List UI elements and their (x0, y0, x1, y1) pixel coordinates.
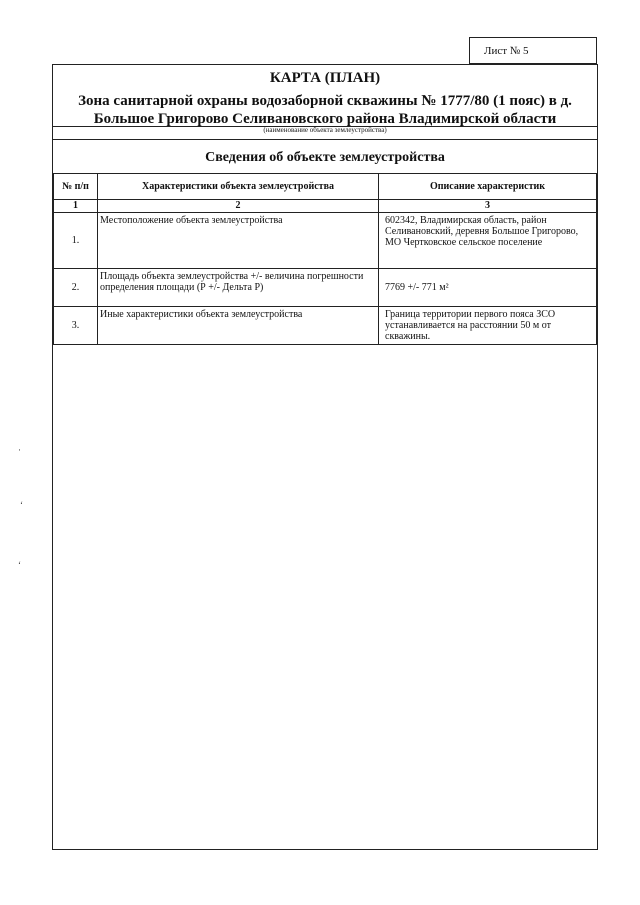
column-number: 3 (379, 200, 597, 213)
column-number: 2 (98, 200, 379, 213)
document-title: КАРТА (ПЛАН) (269, 70, 381, 86)
section-title: Сведения об объекте землеустройства (205, 150, 445, 165)
column-number-row (54, 200, 597, 213)
row-num: 1. (54, 213, 98, 269)
scan-speck: ‘ (18, 560, 21, 570)
subtitle-caption: (наименование объекта землеустройства) (263, 126, 387, 134)
header-description: Описание характеристик (379, 174, 597, 200)
row-characteristic: Местоположение объекта землеустройства (98, 213, 379, 269)
row-num: 3. (54, 307, 98, 345)
document-frame (52, 64, 598, 850)
row-description: 602342, Владимирская область, район Селивановский, деревня Большое Григорово, МО Чертковское сельское поселение (379, 213, 597, 269)
table-row (54, 269, 597, 307)
info-table (53, 173, 597, 345)
table-row (54, 213, 597, 269)
table-header-row (54, 174, 597, 200)
row-description: Граница территории первого пояса ЗСО устанавливается на расстоянии 50 м от скважины. (379, 307, 597, 345)
header-num: № п/п (54, 174, 98, 200)
column-number: 1 (54, 200, 98, 213)
scan-speck: · (18, 445, 21, 455)
subtitle-line-2: Большое Григорово Селивановского района Владимирской области (93, 111, 557, 127)
scan-speck: ‘ (20, 500, 23, 510)
header-characteristic: Характеристики объекта землеустройства (98, 174, 379, 200)
row-description: 7769 +/- 771 м² (379, 269, 597, 307)
sheet-number-box (469, 37, 597, 64)
row-num: 2. (54, 269, 98, 307)
table-row (54, 307, 597, 345)
row-characteristic: Площадь объекта землеустройства +/- величина погрешности определения площади (Р +/- Дельта Р) (98, 269, 379, 307)
section-divider-top (53, 139, 597, 140)
subtitle-line-1: Зона санитарной охраны водозаборной скважины № 1777/80 (1 пояс) в д. (78, 93, 572, 109)
document-subtitle (53, 92, 597, 128)
row-characteristic: Иные характеристики объекта землеустройства (98, 307, 379, 345)
sheet-number: Лист № 5 (484, 44, 529, 57)
